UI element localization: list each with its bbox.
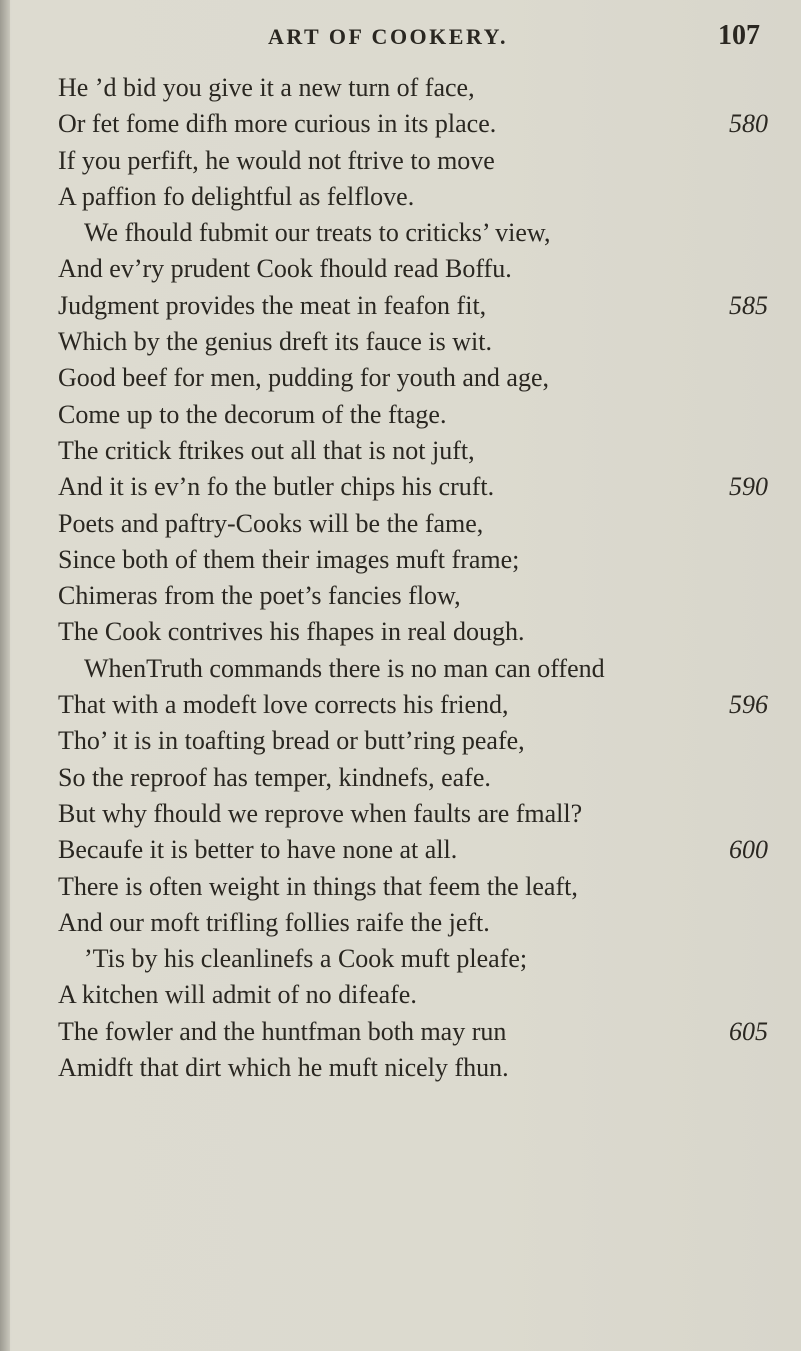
poem-line	[58, 179, 768, 215]
poem-line	[58, 977, 768, 1013]
page-header	[0, 18, 801, 58]
poem-line	[58, 687, 768, 723]
book-spine-shadow	[0, 0, 10, 1351]
poem-line-text: WhenTruth commands there is no man can offend	[84, 653, 605, 683]
poem-line-text: Tho’ it is in toafting bread or butt’ring peafe,	[58, 726, 525, 756]
poem-line-text: But why fhould we reprove when faults are fmall?	[58, 798, 583, 828]
poem-line	[58, 651, 768, 687]
poem-line-text: There is often weight in things that feem the leaft,	[58, 871, 578, 901]
poem-line	[58, 469, 768, 505]
poem-line-text: Poets and paftry-Cooks will be the fame,	[58, 508, 484, 538]
poem-line-text: A paffion fo delightful as felflove.	[58, 181, 415, 211]
poem-line	[58, 869, 768, 905]
poem-line-text: Come up to the decorum of the ftage.	[58, 399, 447, 429]
line-number: 580	[729, 109, 768, 139]
poem-line	[58, 324, 768, 360]
poem-line-text: Which by the genius dreft its fauce is wit.	[58, 327, 492, 357]
line-number: 585	[729, 290, 768, 320]
poem-line-text: Chimeras from the poet’s fancies flow,	[58, 581, 461, 611]
poem-line	[58, 1050, 768, 1086]
poem-line	[58, 360, 768, 396]
poem-line	[58, 106, 768, 142]
line-number: 600	[729, 835, 768, 865]
poem-line-text: Since both of them their images muft frame;	[58, 544, 520, 574]
poem-line-text: The Cook contrives his fhapes in real dough.	[58, 617, 525, 647]
poem-line	[58, 143, 768, 179]
poem-line	[58, 905, 768, 941]
poem-line-text: And ev’ry prudent Cook fhould read Boffu.	[58, 254, 512, 284]
poem-line-text: A kitchen will admit of no difeafe.	[58, 980, 417, 1010]
poem-line-text: So the reproof has temper, kindnefs, eafe.	[58, 762, 491, 792]
line-number: 590	[729, 472, 768, 502]
running-title: ART OF COOKERY.	[268, 24, 508, 49]
poem-line	[58, 760, 768, 796]
line-number: 605	[729, 1016, 768, 1046]
poem-line-text: ’Tis by his cleanlinefs a Cook muft pleafe;	[84, 944, 528, 974]
poem-line-text: Good beef for men, pudding for youth and age,	[58, 363, 549, 393]
poem-line	[58, 433, 768, 469]
poem-line	[58, 506, 768, 542]
poem-line-text: And it is ev’n fo the butler chips his cruft.	[58, 472, 495, 502]
poem-line-text: If you perfift, he would not ftrive to move	[58, 145, 495, 175]
poem-line	[58, 796, 768, 832]
poem-line	[58, 614, 768, 650]
page-number: 107	[718, 20, 760, 51]
poem-line	[58, 1014, 768, 1050]
poem-line-text: We fhould fubmit our treats to criticks’ view,	[84, 218, 551, 248]
poem-line-text: Amidft that dirt which he muft nicely fhun.	[58, 1053, 509, 1083]
poem-body	[58, 70, 768, 1086]
poem-line	[58, 251, 768, 287]
poem-line	[58, 542, 768, 578]
poem-line-text: Or fet fome difh more curious in its place.	[58, 109, 497, 139]
poem-line-text: Judgment provides the meat in feafon fit,	[58, 290, 487, 320]
poem-line	[58, 723, 768, 759]
poem-line-text: And our moft trifling follies raife the jeft.	[58, 907, 490, 937]
poem-line	[58, 832, 768, 868]
poem-line	[58, 578, 768, 614]
poem-line-text: Becaufe it is better to have none at all.	[58, 835, 458, 865]
poem-line-text: That with a modeft love corrects his friend,	[58, 690, 509, 720]
poem-line	[58, 397, 768, 433]
line-number: 596	[729, 690, 768, 720]
poem-line	[58, 941, 768, 977]
poem-line	[58, 288, 768, 324]
poem-line	[58, 215, 768, 251]
poem-line-text: The fowler and the huntfman both may run	[58, 1016, 507, 1046]
poem-line	[58, 70, 768, 106]
poem-line-text: He ’d bid you give it a new turn of face,	[58, 73, 475, 102]
poem-line-text: The critick ftrikes out all that is not juft,	[58, 435, 475, 465]
